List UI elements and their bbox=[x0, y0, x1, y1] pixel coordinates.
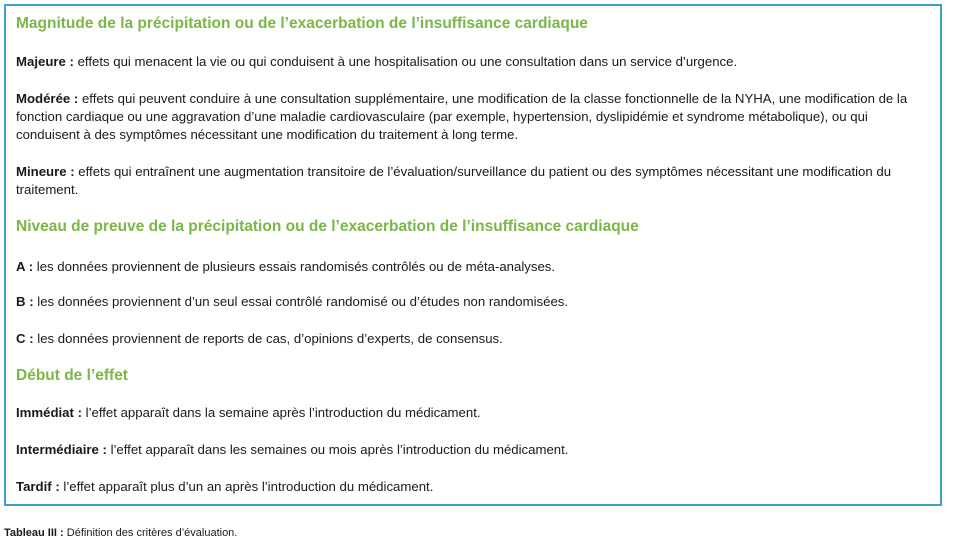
table-caption: Tableau III : Définition des critères d’évaluation. bbox=[4, 527, 238, 539]
term-c: C bbox=[16, 331, 26, 346]
definition-majeure: Majeure : effets qui menacent la vie ou qui conduisent à une hospitalisation ou une consultation dans un service d’urgence. bbox=[16, 54, 738, 69]
definition-niveau-c: C : les données proviennent de reports de cas, d’opinions d’experts, de consensus. bbox=[16, 331, 503, 346]
term-tardif: Tardif bbox=[16, 479, 52, 494]
term-immediat: Immédiat bbox=[16, 405, 74, 420]
definition-tardif: Tardif : l’effet apparaît plus d’un an après l’introduction du médicament. bbox=[16, 479, 434, 494]
term-moderee: Modérée bbox=[16, 91, 71, 106]
text-tardif: l’effet apparaît plus d’un an après l’introduction du médicament. bbox=[63, 479, 434, 494]
definition-niveau-a: A : les données proviennent de plusieurs essais randomisés contrôlés ou de méta-analyses. bbox=[16, 259, 556, 274]
definition-immediat: Immédiat : l’effet apparaît dans la semaine après l’introduction du médicament. bbox=[16, 405, 481, 420]
term-a: A bbox=[16, 259, 26, 274]
text-immediat: l’effet apparaît dans la semaine après l’introduction du médicament. bbox=[85, 405, 481, 420]
text-majeure: effets qui menacent la vie ou qui conduisent à une hospitalisation ou une consultation dans un service d’urgence. bbox=[77, 54, 738, 69]
definition-moderee: Modérée : effets qui peuvent conduire à une consultation supplémentaire, une modification de la classe fonctionnelle de la NYHA, une modification de la fonction cardiaque ou une aggravation d’une maladie cardiovasculaire (par exemple, hypertension, dyslipidémie et syndrome métabolique), ou qui conduisent à des symptômes nécessitant une modification du traitement à long terme. bbox=[16, 91, 908, 142]
definition-mineure: Mineure : effets qui entraînent une augmentation transitoire de l’évaluation/surveillance du patient ou des symptômes nécessitant une modification du traitement. bbox=[16, 164, 892, 197]
criteria-table-box bbox=[4, 4, 942, 506]
term-b: B bbox=[16, 294, 26, 309]
text-a: les données proviennent de plusieurs essais randomisés contrôlés ou de méta-analyses. bbox=[36, 259, 556, 274]
section-heading-niveau-preuve: Niveau de preuve de la précipitation ou de l’exacerbation de l’insuffisance cardiaque bbox=[16, 218, 639, 235]
definition-niveau-b: B : les données proviennent d’un seul essai contrôlé randomisé ou d’études non randomisées. bbox=[16, 294, 569, 309]
definition-intermediaire: Intermédiaire : l’effet apparaît dans les semaines ou mois après l’introduction du médicament. bbox=[16, 442, 569, 457]
caption-label: Tableau III bbox=[4, 527, 57, 539]
text-c: les données proviennent de reports de cas, d’opinions d’experts, de consensus. bbox=[37, 331, 503, 346]
text-moderee: effets qui peuvent conduire à une consultation supplémentaire, une modification de la classe fonctionnelle de la NYHA, une modification de la fonction cardiaque ou une aggravation d’une maladie cardiovasculaire (par exemple, hypertension, dyslipidémie et syndrome métabolique), ou qui conduisent à des symptômes nécessitant une modification du traitement à long terme. bbox=[16, 91, 908, 142]
term-mineure: Mineure bbox=[16, 164, 67, 179]
section-heading-debut-effet: Début de l’effet bbox=[16, 367, 128, 384]
text-intermediaire: l’effet apparaît dans les semaines ou mois après l’introduction du médicament. bbox=[110, 442, 569, 457]
term-intermediaire: Intermédiaire bbox=[16, 442, 99, 457]
text-b: les données proviennent d’un seul essai contrôlé randomisé ou d’études non randomisées. bbox=[37, 294, 569, 309]
text-mineure: effets qui entraînent une augmentation transitoire de l’évaluation/surveillance du patient ou des symptômes nécessitant une modification du traitement. bbox=[16, 164, 892, 197]
caption-text: Définition des critères d’évaluation. bbox=[66, 527, 238, 539]
term-majeure: Majeure bbox=[16, 54, 66, 69]
section-heading-magnitude: Magnitude de la précipitation ou de l’exacerbation de l’insuffisance cardiaque bbox=[16, 15, 588, 32]
